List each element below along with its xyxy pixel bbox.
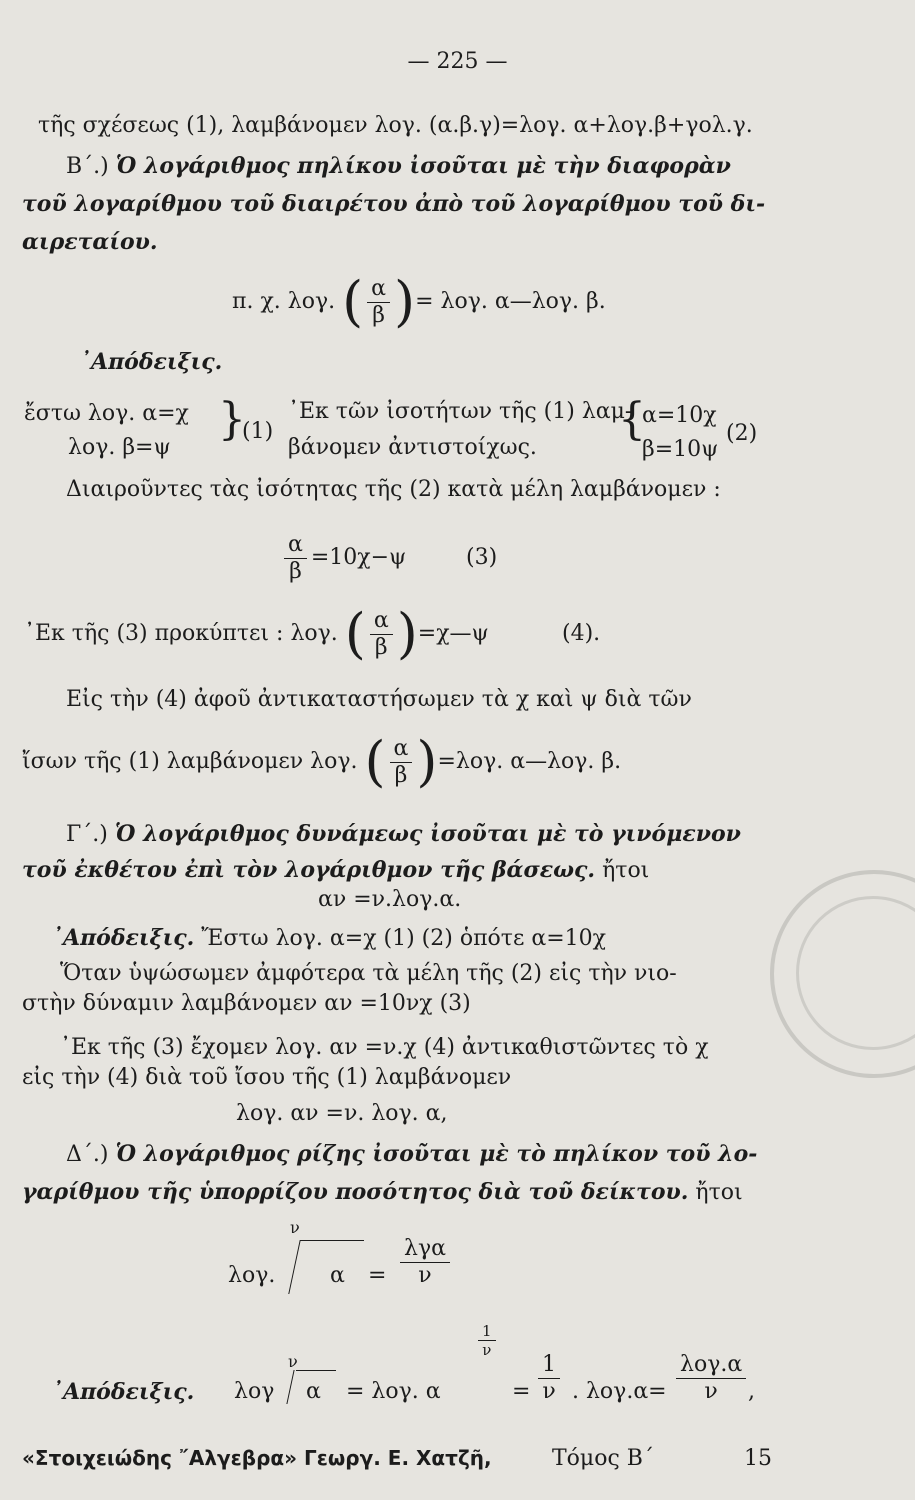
fraction-numerator: α [367,276,390,303]
text-line: τῆς σχέσεως (1), λαμβάνομεν λογ. (α.β.γ)=λογ. α+λογ.β+γολ.γ. [38,113,753,138]
fraction-denominator: ν [704,1379,718,1404]
equation: α=10χ [642,403,717,428]
right-paren: ) [394,270,416,333]
equation-rhs: =10χ−ψ [310,545,407,570]
radical-bar [296,1370,336,1371]
fraction-denominator: β [374,634,388,660]
text-line: Ὅταν ὑψώσωμεν ἀμφότερα τὰ μέλη τῆς (2) εἰς τὴν νιο- [60,961,677,986]
theorem-text: Ὁ λογάριθμος ρίζης ἰσοῦται μὲ τὸ πηλίκον τοῦ λο- [115,1141,758,1167]
proof-heading: ᾿Απόδειξις. [80,349,223,375]
root-fraction [396,1236,454,1289]
proof-text: Ἔστω λογ. α=χ (1) (2) ὁπότε α=10χ [194,926,606,951]
fraction [370,608,393,661]
equals-sign: = [512,1379,531,1404]
text-line: λογ. β=ψ [68,435,171,460]
formula: λογ. αν =ν. λογ. α, [236,1101,448,1126]
root-log-label: λογ. [228,1263,276,1288]
fraction-block [672,1352,750,1405]
right-paren: ) [396,602,418,665]
formula-prefix: ἴσων τῆς (1) λαμβάνομεν λογ. [22,749,358,774]
fraction-numerator: α [284,532,307,559]
fraction [367,276,390,329]
formula-part: , [748,1379,755,1404]
section-d-heading [66,1140,757,1169]
theorem-line [22,856,649,885]
fraction-block [534,1352,564,1405]
fraction-denominator: ν [418,1263,432,1288]
section-g-heading [66,820,741,849]
right-paren: ) [416,730,438,793]
formula-part: = λογ. α [346,1379,441,1404]
text-line: βάνομεν ἀντιστοίχως. [288,435,537,460]
fraction-denominator: β [394,762,408,788]
library-stamp [770,870,915,1078]
section-b-heading [66,152,731,181]
text-line: εἰς τὴν (4) διὰ τοῦ ἴσου τῆς (1) λαμβάνομεν [22,1065,512,1090]
equals-sign: = [368,1263,387,1288]
formula-part: λογ [234,1379,275,1404]
footer-sheet-number: 15 [744,1446,772,1471]
right-brace: } [218,394,246,445]
radical-sign [288,1240,300,1294]
left-paren: ( [344,602,366,665]
example-formula [232,272,606,332]
theorem-text: γαρίθμου τῆς ὑπορρίζου ποσότητος διὰ τοῦ δείκτου. [22,1179,689,1205]
exponent-fraction [474,1322,500,1359]
fraction-numerator: 1 [478,1322,496,1341]
text-line: ἔστω λογ. α=χ [24,401,189,426]
fraction-numerator: α [390,736,413,763]
text-line: Εἰς τὴν (4) ἀφοῦ ἀντικαταστήσωμεν τὰ χ καὶ ψ διὰ τῶν [66,687,692,712]
equation-number: (3) [466,545,498,570]
left-paren: ( [364,730,386,793]
fraction-numerator: α [370,608,393,635]
root-index: ν [290,1218,300,1237]
fraction-numerator: λογ.α [676,1352,746,1379]
formula-prefix: ᾿Εκ τῆς (3) προκύπτει : λογ. [24,621,338,646]
fraction [284,532,307,585]
text-itoi: ἤτοι [595,858,650,883]
text-line: ᾿Εκ τῶν ἰσοτήτων τῆς (1) λαμ- [288,399,633,424]
theorem-text: αιρεταίου. [22,229,158,255]
theorem-text: Ὁ λογάριθμος πηλίκου ἰσοῦται μὲ τὴν διαφορὰν [115,153,731,179]
formula: αν =ν.λογ.α. [318,887,462,912]
equation-3 [280,528,406,588]
equation: β=10ψ [642,437,719,462]
radicand: α [330,1263,345,1288]
text-itoi: ἤτοι [688,1180,743,1205]
equation-number: (1) [242,419,274,444]
fraction [390,736,413,789]
theorem-text: Ὁ λογάριθμος δυνάμεως ἰσοῦται μὲ τὸ γινόμενον [114,821,741,847]
text-line: ᾿Εκ τῆς (3) ἔχομεν λογ. αν =ν.χ (4) ἀντικαθιστῶντες τὸ χ [60,1035,709,1060]
formula-prefix: π. χ. λογ. [232,289,336,314]
fraction-denominator: β [289,558,302,584]
equation-number: (2) [726,421,758,446]
theorem-text: τοῦ λογαρίθμου τοῦ διαιρέτου ἀπὸ τοῦ λογαρίθμου τοῦ δι- [22,191,766,217]
proof-line [52,924,606,953]
section-label: Γ΄.) [66,822,115,847]
fraction [400,1236,450,1289]
fraction [676,1352,746,1405]
formula-suffix: =χ—ψ [417,621,489,646]
theorem-line [22,1178,743,1207]
fraction [538,1352,560,1405]
equation-4 [24,604,489,664]
radicand: α [306,1379,321,1404]
fraction-denominator: β [372,302,385,328]
formula-line [22,732,621,792]
section-label: Β΄.) [66,154,116,179]
proof-heading: ᾿Απόδειξις. [52,1379,195,1405]
fraction [478,1322,496,1359]
equation-number: (4). [562,621,601,646]
left-brace: { [618,394,646,445]
page-number: — 225 — [407,49,508,74]
formula-suffix: =λογ. α—λογ. β. [437,749,622,774]
root-index: ν [288,1352,298,1371]
text-line: στὴν δύναμιν λαμβάνομεν αν =10νχ (3) [22,991,471,1016]
theorem-text: τοῦ ἐκθέτου ἐπὶ τὸν λογάριθμον τῆς βάσεως. [22,857,596,883]
formula-suffix: = λογ. α—λογ. β. [415,289,606,314]
footer-volume: Τόμος Β΄ [552,1446,654,1471]
text-line: Διαιροῦντες τὰς ἰσότητας τῆς (2) κατὰ μέλη λαμβάνομεν : [66,477,721,502]
formula-part: . λογ.α= [572,1379,667,1404]
fraction-denominator: ν [542,1379,556,1404]
left-paren: ( [342,270,364,333]
section-label: Δ΄.) [66,1142,116,1167]
fraction-numerator: 1 [538,1352,560,1379]
radical-bar [300,1240,364,1241]
footer-book-title: «Στοιχειώδης ῎Αλγεβρα» Γεωργ. Ε. Χατζῆ, [22,1446,492,1470]
fraction-denominator: ν [482,1341,492,1359]
proof-heading: ᾿Απόδειξις. [52,925,195,951]
fraction-numerator: λγα [400,1236,450,1263]
